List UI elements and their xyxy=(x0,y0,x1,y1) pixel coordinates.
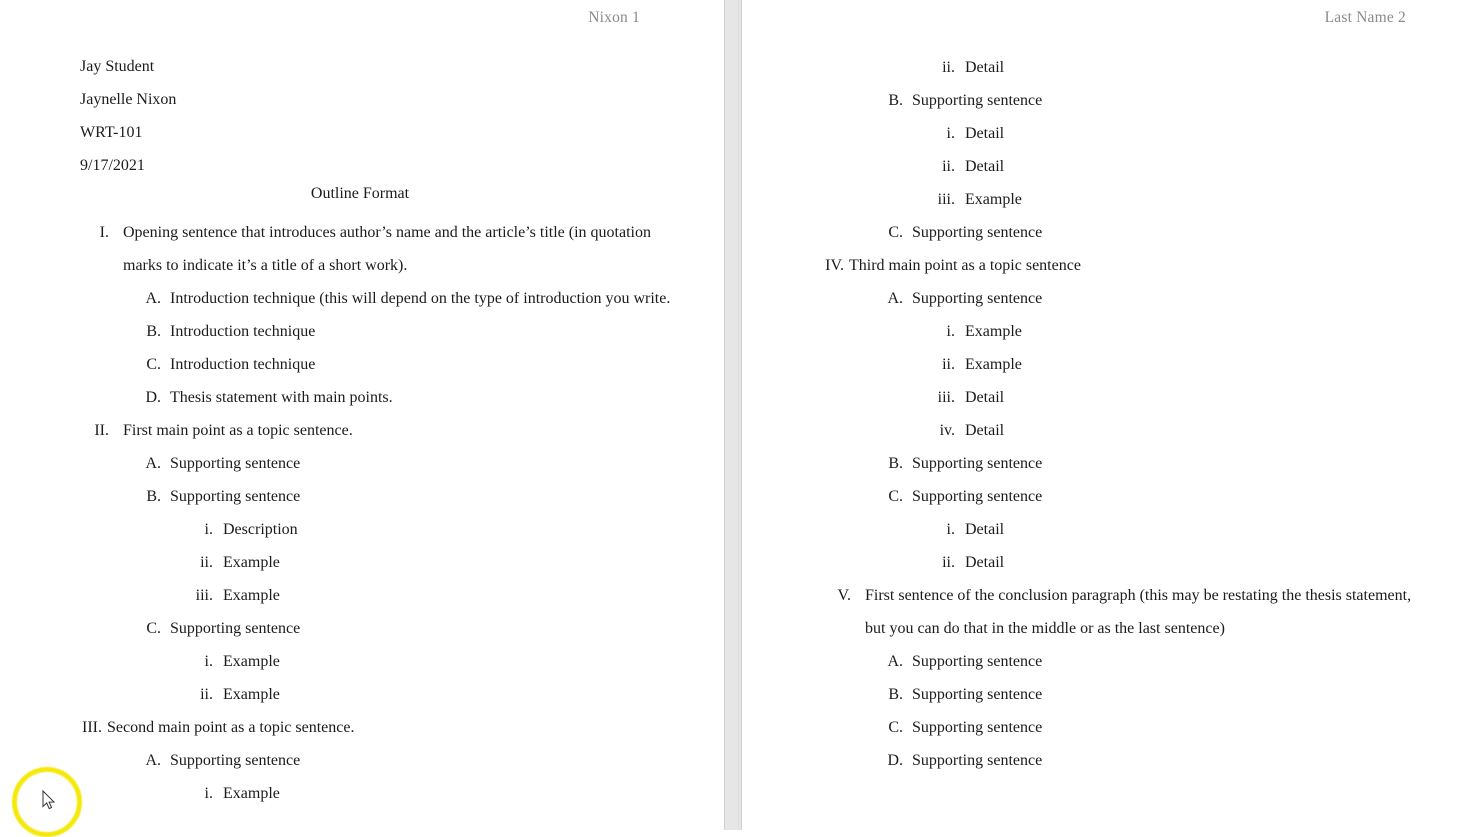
outline-item-marker: A. xyxy=(887,653,903,670)
student-name-line: Jay Student xyxy=(80,58,155,75)
outline-item-text: Opening sentence that introduces author’s name and the article’s title (in quotation marks to indicate it’s a title of a short work). xyxy=(123,224,651,274)
outline-item-marker: i. xyxy=(204,785,213,802)
outline-item-marker: A. xyxy=(145,752,161,769)
outline-item xyxy=(80,447,680,480)
outline-item xyxy=(822,282,1422,315)
outline-item-text: Example xyxy=(965,323,1022,340)
outline-item-text: Detail xyxy=(965,521,1005,538)
outline-item-marker: B. xyxy=(888,455,903,472)
outline-item-marker: i. xyxy=(946,125,955,142)
outline-item-text: Supporting sentence xyxy=(912,92,1043,109)
outline-item xyxy=(822,117,1422,150)
outline-item-text: Detail xyxy=(965,389,1005,406)
outline-item-marker: B. xyxy=(888,686,903,703)
outline-item-text: Introduction technique xyxy=(170,323,316,340)
outline-item xyxy=(80,216,680,282)
outline-item-marker: A. xyxy=(145,455,161,472)
outline-item-text: Supporting sentence xyxy=(912,455,1043,472)
outline-item-marker: i. xyxy=(946,323,955,340)
outline-item xyxy=(80,612,680,645)
outline-item xyxy=(80,348,680,381)
outline-item-marker: ii. xyxy=(942,59,955,76)
outline-item-marker: i. xyxy=(204,521,213,538)
outline-item xyxy=(73,711,680,744)
outline-item-marker: ii. xyxy=(942,554,955,571)
outline-item xyxy=(822,678,1422,711)
outline-item-marker: B. xyxy=(146,488,161,505)
outline-item-text: Introduction technique xyxy=(170,356,316,373)
outline-item-text: Detail xyxy=(965,158,1005,175)
outline-item xyxy=(822,711,1422,744)
outline-item-marker: ii. xyxy=(942,356,955,373)
outline-item-marker: iii. xyxy=(937,389,955,406)
outline-item-marker: B. xyxy=(146,323,161,340)
outline-item xyxy=(822,414,1422,447)
outline-item-marker: I. xyxy=(99,224,109,241)
outline-item-text: Supporting sentence xyxy=(912,488,1043,505)
outline-item-text: Supporting sentence xyxy=(170,620,301,637)
outline-item xyxy=(80,282,680,315)
outline-item-marker: iv. xyxy=(939,422,955,439)
outline-list-page-1 xyxy=(80,216,680,810)
outline-item-text: Example xyxy=(223,587,280,604)
outline-item-text: Description xyxy=(223,521,298,538)
outline-item xyxy=(822,744,1422,777)
running-head-page-1: Nixon 1 xyxy=(588,9,640,26)
outline-item-text: Detail xyxy=(965,125,1005,142)
outline-item xyxy=(822,216,1422,249)
outline-item-text: Example xyxy=(223,785,280,802)
outline-item-text: Example xyxy=(223,686,280,703)
outline-item xyxy=(822,513,1422,546)
outline-item xyxy=(80,645,680,678)
outline-item-marker: i. xyxy=(946,521,955,538)
running-head-page-2: Last Name 2 xyxy=(1324,9,1406,26)
outline-item-text: Example xyxy=(223,653,280,670)
outline-item-text: First sentence of the conclusion paragraph (this may be restating the thesis statement, but you can do that in the middle or as the last sentence) xyxy=(865,587,1412,637)
outline-item xyxy=(822,84,1422,117)
page-divider-gutter xyxy=(724,0,742,830)
outline-item-marker: V. xyxy=(837,587,851,604)
outline-item xyxy=(822,150,1422,183)
outline-item-text: Thesis statement with main points. xyxy=(170,389,393,406)
outline-item xyxy=(822,645,1422,678)
outline-item-marker: B. xyxy=(888,92,903,109)
outline-item xyxy=(822,183,1422,216)
outline-item-marker: ii. xyxy=(942,158,955,175)
outline-item-marker: II. xyxy=(94,422,109,439)
outline-item-marker: iii. xyxy=(195,587,213,604)
outline-item xyxy=(822,348,1422,381)
outline-item-marker: C. xyxy=(888,488,903,505)
outline-item xyxy=(815,249,1422,282)
document-page-2[interactable] xyxy=(742,0,1466,830)
page-2-body xyxy=(742,0,1466,830)
outline-item-text: Supporting sentence xyxy=(170,752,301,769)
mla-heading-block xyxy=(80,50,176,182)
outline-item-text: Supporting sentence xyxy=(912,686,1043,703)
outline-item-marker: iii. xyxy=(937,191,955,208)
course-line: WRT-101 xyxy=(80,124,143,141)
outline-item-marker: ii. xyxy=(200,686,213,703)
outline-item-marker: IV. xyxy=(825,257,844,274)
instructor-name-line: Jaynelle Nixon xyxy=(80,91,177,108)
outline-item-text: Introduction technique (this will depend on the type of introduction you write. xyxy=(170,290,671,307)
document-page-1[interactable] xyxy=(0,0,724,830)
outline-item-text: Supporting sentence xyxy=(170,455,301,472)
outline-item-marker: C. xyxy=(888,719,903,736)
outline-item xyxy=(80,315,680,348)
outline-item-marker: ii. xyxy=(200,554,213,571)
outline-item-text: First main point as a topic sentence. xyxy=(123,422,353,439)
outline-item-text: Supporting sentence xyxy=(912,719,1043,736)
outline-item xyxy=(80,414,680,447)
outline-item xyxy=(822,381,1422,414)
outline-item-marker: D. xyxy=(145,389,161,406)
outline-item xyxy=(80,381,680,414)
outline-item-text: Supporting sentence xyxy=(912,224,1043,241)
outline-item xyxy=(80,480,680,513)
outline-item xyxy=(822,546,1422,579)
outline-item-marker: A. xyxy=(887,290,903,307)
outline-item-text: Supporting sentence xyxy=(912,653,1043,670)
outline-item-marker: A. xyxy=(145,290,161,307)
outline-item xyxy=(822,315,1422,348)
outline-item xyxy=(822,447,1422,480)
outline-item-marker: C. xyxy=(146,620,161,637)
outline-list-page-2 xyxy=(822,51,1422,777)
outline-item xyxy=(80,546,680,579)
outline-item-text: Supporting sentence xyxy=(170,488,301,505)
outline-item xyxy=(80,678,680,711)
outline-item-text: Second main point as a topic sentence. xyxy=(107,719,355,736)
outline-item-marker: i. xyxy=(204,653,213,670)
outline-item-text: Detail xyxy=(965,554,1005,571)
outline-item-marker: III. xyxy=(82,719,102,736)
page-1-body xyxy=(0,0,724,830)
outline-item xyxy=(822,579,1422,645)
outline-item xyxy=(80,777,680,810)
outline-item-marker: D. xyxy=(887,752,903,769)
outline-item xyxy=(822,480,1422,513)
outline-item-marker: C. xyxy=(888,224,903,241)
outline-item-text: Supporting sentence xyxy=(912,752,1043,769)
outline-item-text: Example xyxy=(223,554,280,571)
outline-item xyxy=(822,51,1422,84)
page-title: Outline Format xyxy=(310,185,410,202)
outline-item-text: Detail xyxy=(965,59,1005,76)
outline-item-text: Supporting sentence xyxy=(912,290,1043,307)
outline-item-text: Detail xyxy=(965,422,1005,439)
outline-item xyxy=(80,579,680,612)
date-line: 9/17/2021 xyxy=(80,157,145,174)
outline-item xyxy=(80,744,680,777)
outline-item-text: Example xyxy=(965,356,1022,373)
outline-item-text: Example xyxy=(965,191,1022,208)
outline-item-marker: C. xyxy=(146,356,161,373)
outline-item xyxy=(80,513,680,546)
outline-item-text: Third main point as a topic sentence xyxy=(849,257,1081,274)
